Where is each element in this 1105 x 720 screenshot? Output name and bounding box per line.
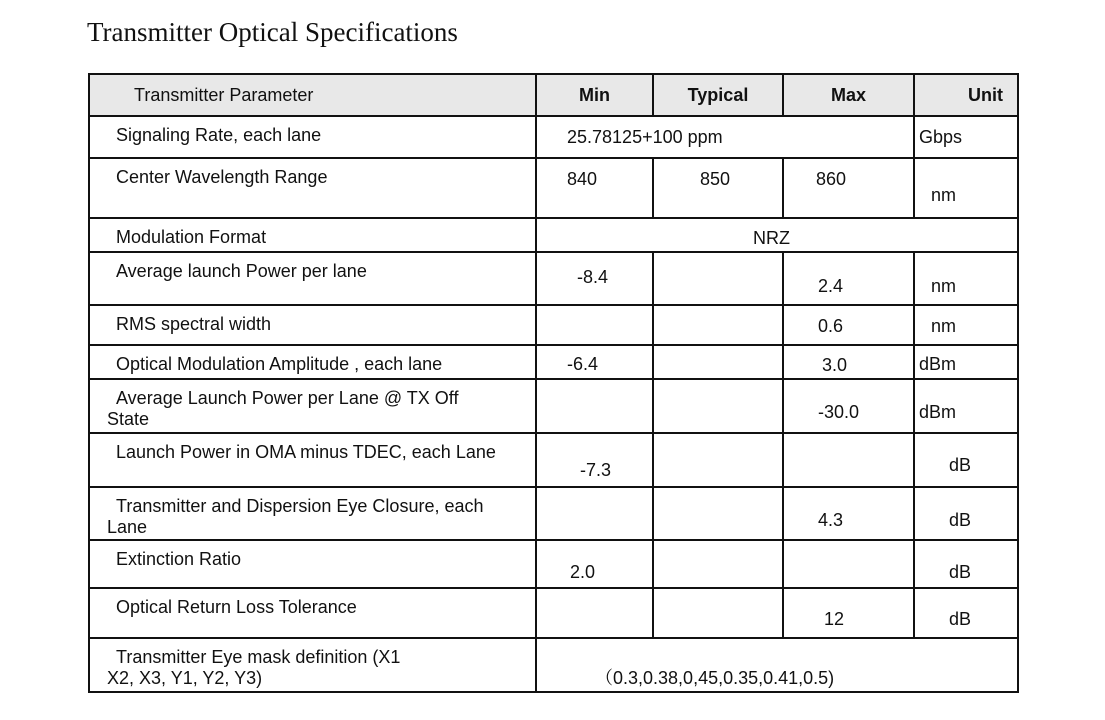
header-row [89,74,1018,116]
header-max: Max [783,74,914,116]
max-cell: 12 [783,588,914,638]
unit-cell: dB [914,487,1018,540]
merged-value-cell: NRZ [536,218,1018,252]
max-cell: 860 [783,158,914,218]
table-row [89,218,1018,252]
min-cell [536,487,653,540]
min-cell [536,305,653,345]
merged-value-cell: （0.3,0.38,0,45,0.35,0.41,0.5) [536,638,1018,692]
max-cell [783,540,914,588]
param-cell: Modulation Format [89,218,536,252]
param-cell [89,638,536,692]
param-line-1: Average Launch Power per Lane @ TX Off [116,388,459,408]
header-typical: Typical [653,74,783,116]
max-cell [783,433,914,487]
max-cell: 4.3 [783,487,914,540]
param-cell [89,487,536,540]
table-row [89,487,1018,540]
unit-cell: dB [914,588,1018,638]
param-cell: Signaling Rate, each lane [89,116,536,158]
merged-value-cell: 25.78125+100 ppm [536,116,914,158]
table-row [89,252,1018,305]
param-cell [89,379,536,433]
param-line-2: X2, X3, Y1, Y2, Y3) [107,668,263,688]
table-row [89,379,1018,433]
unit-cell: nm [914,305,1018,345]
table-row [89,158,1018,218]
max-cell: 3.0 [783,345,914,379]
table-row [89,638,1018,692]
param-line-2: Lane [107,517,148,537]
page-title: Transmitter Optical Specifications [87,17,458,47]
param-cell: Extinction Ratio [89,540,536,588]
typical-cell [653,379,783,433]
max-cell: -30.0 [783,379,914,433]
param-line-1: Transmitter Eye mask definition (X1 [116,647,401,667]
typical-cell [653,588,783,638]
param-cell: Optical Modulation Amplitude , each lane [89,345,536,379]
table-row [89,540,1018,588]
param-cell: Average launch Power per lane [89,252,536,305]
param-cell: Optical Return Loss Tolerance [89,588,536,638]
typical-cell [653,433,783,487]
param-line-2: State [107,409,150,429]
param-line-1: Transmitter and Dispersion Eye Closure, each [116,496,484,516]
typical-cell: 850 [653,158,783,218]
typical-cell [653,345,783,379]
table-row [89,116,1018,158]
table-row [89,345,1018,379]
unit-cell: dBm [914,379,1018,433]
min-cell: 840 [536,158,653,218]
max-cell: 2.4 [783,252,914,305]
param-cell: RMS spectral width [89,305,536,345]
spec-table [88,73,1019,693]
max-cell: 0.6 [783,305,914,345]
min-cell [536,588,653,638]
unit-cell: Gbps [914,116,1018,158]
unit-cell: dB [914,433,1018,487]
param-cell: Center Wavelength Range [89,158,536,218]
min-cell: -6.4 [536,345,653,379]
typical-cell [653,305,783,345]
header-param: Transmitter Parameter [89,74,536,116]
table-row [89,588,1018,638]
unit-cell: nm [914,252,1018,305]
typical-cell [653,487,783,540]
header-unit: Unit [914,74,1018,116]
table-row [89,433,1018,487]
table-row [89,305,1018,345]
unit-cell: dBm [914,345,1018,379]
typical-cell [653,252,783,305]
min-cell [536,379,653,433]
min-cell: 2.0 [536,540,653,588]
min-cell: -7.3 [536,433,653,487]
unit-cell: dB [914,540,1018,588]
min-cell: -8.4 [536,252,653,305]
header-min: Min [536,74,653,116]
param-cell: Launch Power in OMA minus TDEC, each Lane [89,433,536,487]
typical-cell [653,540,783,588]
unit-cell: nm [914,158,1018,218]
